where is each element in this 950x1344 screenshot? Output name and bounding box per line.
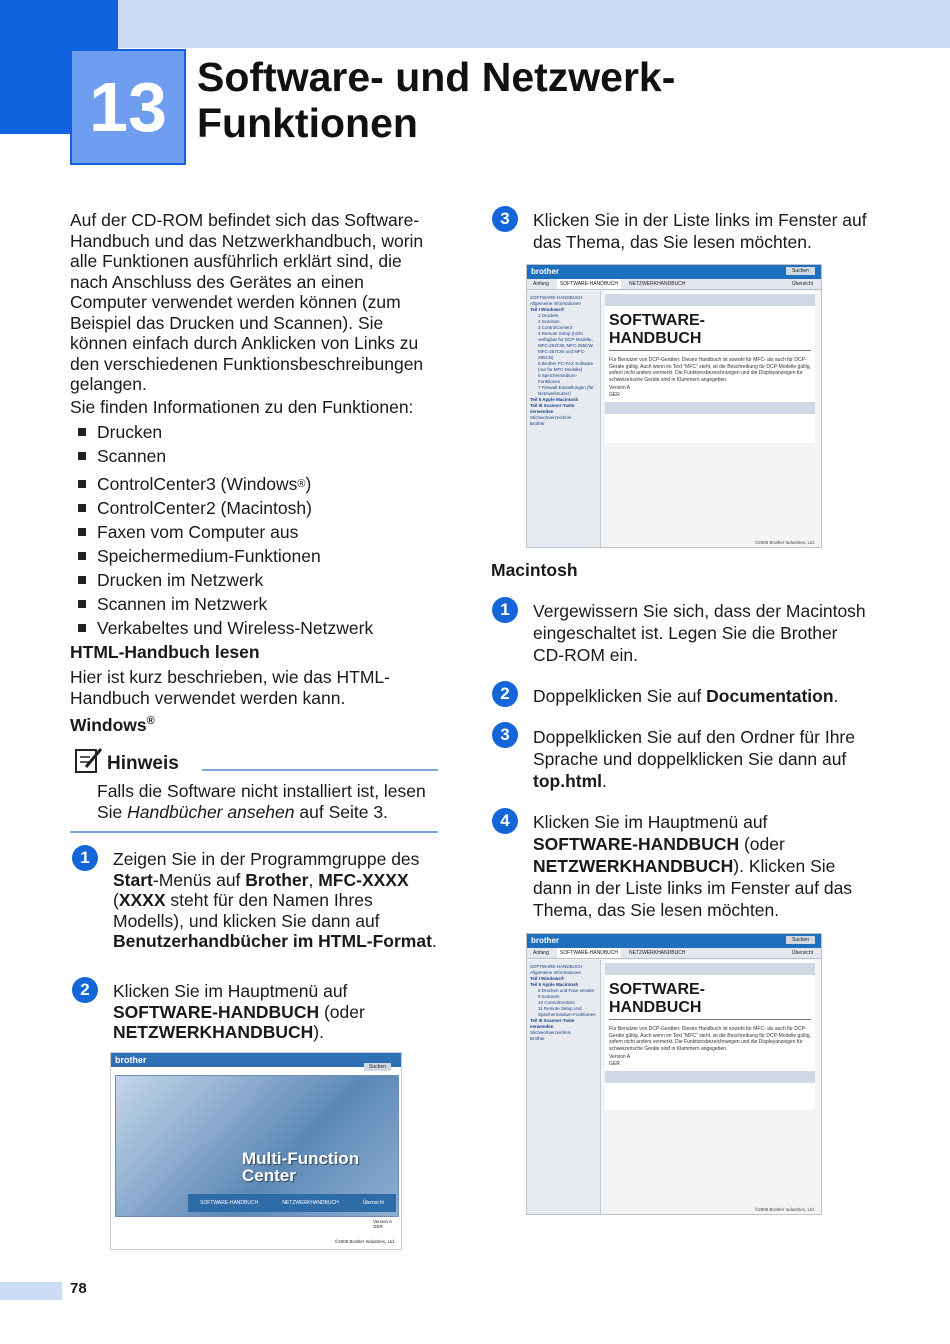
screenshot-copyright: ©2009 Brother Industries, Ltd. [754, 1207, 815, 1212]
list-item: Scannen im Netzwerk [78, 592, 373, 616]
nav-item[interactable]: 8 Drucken und Faxe senden [538, 988, 595, 993]
nav-item[interactable]: 11 Remote Setup und Speichermedium-Funktionen [538, 1006, 596, 1017]
list-item: Verkabeltes und Wireless-Netzwerk [78, 616, 373, 640]
nav-item[interactable]: SOFTWARE-HANDBUCH [530, 295, 583, 300]
hint-text: Falls die Software nicht installiert ist, lesen Sie Handbücher ansehen auf Seite 3. [97, 781, 426, 822]
nav-item[interactable]: Teil I Windows® [530, 976, 565, 981]
list-intro: Sie finden Informationen zu den Funktionen: [70, 397, 414, 417]
step-number: 3 [492, 206, 518, 232]
win-step-1-text: Zeigen Sie in der Programmgruppe des Start-Menüs auf Brother, MFC-XXXX (XXXX steht für den Namen Ihres Modells), und klicken Sie dann auf Benutzerhandbücher im HTML-Format. [113, 849, 437, 951]
content-toolbar [605, 294, 815, 306]
search-button: Suchen [364, 1063, 391, 1071]
content-toolbar-bottom [605, 402, 815, 414]
nav-item[interactable]: 1 Drucken [538, 313, 559, 318]
nav-item[interactable]: 9 Scannen [538, 994, 560, 999]
header-band [118, 0, 950, 48]
hint-title: Hinweis [107, 753, 179, 774]
list-item: Faxen vom Computer aus [78, 520, 373, 544]
content-heading: SOFTWARE- HANDBUCH [609, 312, 811, 351]
bullet-square [78, 528, 86, 536]
content-version: Version A GER [609, 1054, 630, 1067]
html-section-heading: HTML-Handbuch lesen [70, 642, 260, 662]
tab-start[interactable]: Anfang [533, 281, 549, 287]
nav-item[interactable]: Allgemeine Informationen [530, 301, 582, 306]
list-item: Scannen [78, 444, 373, 468]
list-item: ControlCenter2 (Macintosh) [78, 496, 373, 520]
bullet-square [78, 504, 86, 512]
nav-item[interactable]: 10 ControlCenter2 [538, 1000, 575, 1005]
list-item: Speichermedium-Funktionen [78, 544, 373, 568]
tab-network[interactable]: NETZWERKHANDBUCH [629, 281, 686, 287]
hint-bottom-rule [70, 831, 438, 833]
mfc-version: Version A GER [373, 1219, 392, 1229]
nav-item[interactable]: 7 Firewall-Einstellungen (für Netzwerknutzer) [538, 385, 594, 396]
list-item: Drucken im Netzwerk [78, 568, 373, 592]
bullet-square [78, 452, 86, 460]
mac-step-2-text: Doppelklicken Sie auf Documentation. [533, 686, 839, 706]
nav-item[interactable]: SOFTWARE-HANDBUCH [530, 964, 583, 969]
intro-paragraph: Auf der CD-ROM befindet sich das Software-Handbuch und das Netzwerkhandbuch, worin alle Funktionen ausführlich erklärt sind, die nach Anschluss des Gerätes an einen Computer verwendet werden können (zum Beispiel das Drucken und Scannen). Sie können einfach durch Anklicken von Links zu den verschiedenen Funktionsbeschreibungen gelangen. [70, 210, 424, 394]
chapter-title [197, 54, 675, 146]
nav-item[interactable]: Teil II Apple Macintosh [530, 982, 579, 987]
windows-heading: Windows® [70, 715, 155, 735]
chapter-title-line2: Funktionen [197, 100, 418, 146]
nav-item[interactable]: Allgemeine Informationen [530, 970, 582, 975]
search-button: Suchen [786, 267, 815, 275]
mac-step-1-text: Vergewissern Sie sich, dass der Macintosh eingeschaltet ist. Legen Sie die Brother CD-ROM ein. [533, 601, 866, 665]
mac-step-3-text: Doppelklicken Sie auf den Ordner für Ihre Sprache und doppelklicken Sie dann auf top.html. [533, 727, 855, 791]
mfc-tab-overview[interactable]: Übersicht [362, 1200, 384, 1206]
step-number: 3 [492, 722, 518, 748]
content-toolbar [605, 963, 815, 975]
chapter-title-line1: Software- und Netzwerk- [197, 54, 676, 100]
content-paragraph: Für Benutzer von DCP-Geräten: Dieses Handbuch ist sowohl für MFC- als auch für DCP-Geräte gültig. Auch wenn im Text "MFC" steht, ist die Beschreibung für DCP-Modelle gültig, sofern nicht anders vermerkt. Die Funktionsbezeichnungen und die Displayanzeigen für schweizerische Geräte sind in Klammern angegeben. [609, 357, 811, 383]
tab-start[interactable]: Anfang [533, 950, 549, 956]
content-toolbar-bottom [605, 1071, 815, 1083]
mfc-tab-network[interactable]: NETZWERKHANDBUCH [282, 1200, 339, 1206]
mfc-center-screenshot [110, 1052, 402, 1250]
screenshot-brand: brother [527, 934, 821, 948]
nav-item[interactable]: 3 ControlCenter3 [538, 325, 573, 330]
bullet-square [78, 576, 86, 584]
tab-overview[interactable]: Übersicht [791, 281, 813, 287]
screenshot-brand: brother [111, 1053, 401, 1067]
screenshot-nav [527, 291, 601, 547]
screenshot-content [605, 960, 815, 1110]
screenshot-tabs [527, 279, 821, 290]
nav-item[interactable]: Teil III Scanner-Taste verwenden [530, 1018, 575, 1029]
screenshot-copyright: ©2009 Brother Industries, Ltd. [754, 540, 815, 545]
tab-software[interactable]: SOFTWARE-HANDBUCH [557, 948, 621, 958]
list-item: ControlCenter3 (Windows ® ) [78, 472, 373, 496]
feature-list [78, 420, 373, 640]
mfc-splash-title: Multi-Function Center [242, 1149, 360, 1185]
mfc-menu-bar [188, 1194, 396, 1212]
bullet-square [78, 552, 86, 560]
handbook-screenshot-macintosh [526, 933, 822, 1215]
bullet-square [78, 480, 86, 488]
nav-item[interactable]: Teil I Windows® [530, 307, 565, 312]
list-item: Drucken [78, 420, 373, 444]
handbook-screenshot-windows [526, 264, 822, 548]
bullet-square [78, 624, 86, 632]
nav-item[interactable]: Teil II Apple Macintosh [530, 397, 579, 402]
search-button: Suchen [786, 936, 815, 944]
nav-item[interactable]: Stichwortverzeichnis [530, 1030, 572, 1035]
step-number: 1 [72, 845, 98, 871]
nav-item[interactable]: Brother [530, 421, 545, 426]
nav-item[interactable]: 6 Speichermedium-Funktionen [538, 373, 578, 384]
nav-item[interactable]: 2 Scannen [538, 319, 560, 324]
nav-item[interactable]: Brother [530, 1036, 545, 1041]
page-number: 78 [70, 1280, 87, 1297]
screenshot-brand: brother [527, 265, 821, 279]
hint-box [70, 745, 438, 833]
macintosh-heading: Macintosh [491, 560, 578, 580]
tab-software[interactable]: SOFTWARE-HANDBUCH [557, 279, 621, 289]
content-heading: SOFTWARE- HANDBUCH [609, 981, 811, 1020]
html-section-text: Hier ist kurz beschrieben, wie das HTML-Handbuch verwendet werden kann. [70, 667, 390, 708]
win-step-2-text: Klicken Sie im Hauptmenü auf SOFTWARE-HANDBUCH (oder NETZWERKHANDBUCH). [113, 981, 365, 1042]
step-number: 4 [492, 808, 518, 834]
nav-item[interactable]: 4 Remote Setup (nicht verfügbar für DCP-Modelle, MFC-253CW, MFC-255CW, MFC-257CW und MFC-295CN) [538, 331, 594, 360]
nav-item[interactable]: Stichwortverzeichnis [530, 415, 572, 420]
content-paragraph: Für Benutzer von DCP-Geräten: Dieses Handbuch ist sowohl für MFC- als auch für DCP-Geräte gültig. Auch wenn im Text "MFC" steht, ist die Beschreibung für DCP-Modelle gültig, sofern nicht anders vermerkt. Die Funktionsbezeichnungen und die Displayanzeigen für schweizerische Geräte sind in Klammern angegeben. [609, 1026, 811, 1052]
screenshot-content [605, 291, 815, 443]
screenshot-tabs [527, 948, 821, 959]
mfc-tab-software[interactable]: SOFTWARE-HANDBUCH [200, 1200, 259, 1206]
chapter-number: 13 [70, 49, 186, 165]
step-number: 2 [492, 681, 518, 707]
content-version: Version A GER [609, 385, 630, 398]
tab-network[interactable]: NETZWERKHANDBUCH [629, 950, 686, 956]
nav-item[interactable]: Teil III Scanner-Taste verwenden [530, 403, 575, 414]
bullet-square [78, 600, 86, 608]
screenshot-nav [527, 960, 601, 1214]
hint-rule [202, 769, 438, 771]
mfc-copyright: ©2009 Brother Industries, Ltd. [334, 1239, 395, 1244]
mfc-splash-image [115, 1075, 399, 1217]
step-number: 1 [492, 597, 518, 623]
tab-overview[interactable]: Übersicht [791, 950, 813, 956]
win-step-3-text: Klicken Sie in der Liste links im Fenster auf das Thema, das Sie lesen möchten. [533, 210, 867, 252]
page-number-band [0, 1282, 62, 1300]
mac-step-4-text: Klicken Sie im Hauptmenü auf SOFTWARE-HANDBUCH (oder NETZWERKHANDBUCH). Klicken Sie dann in der Liste links im Fenster auf das Thema, das Sie lesen möchten. [533, 812, 853, 920]
bullet-square [78, 428, 86, 436]
nav-item[interactable]: 5 Brother PC-FAX Software (nur für MFC-Modelle) [538, 361, 594, 372]
step-number: 2 [72, 977, 98, 1003]
note-pencil-icon [74, 745, 104, 775]
